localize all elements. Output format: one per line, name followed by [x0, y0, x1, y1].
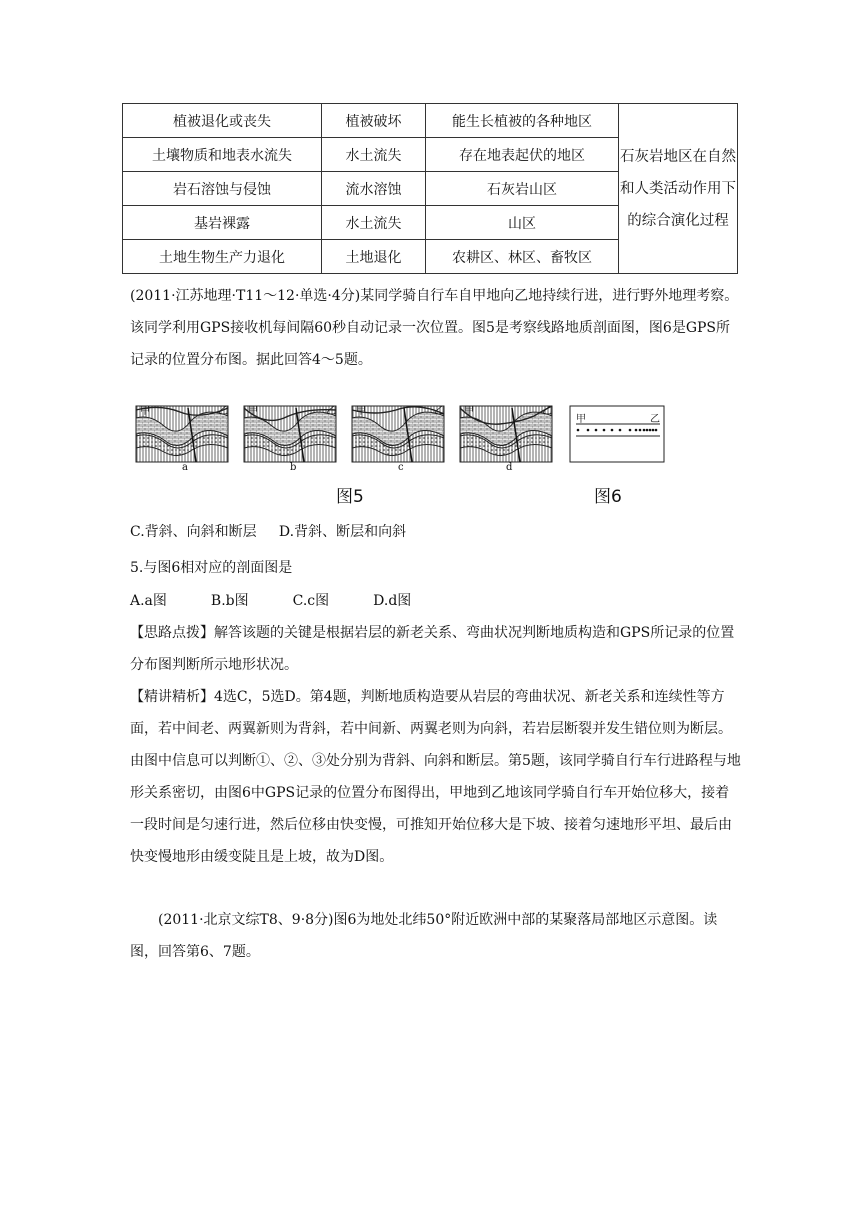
panel-label-d: d [506, 462, 513, 473]
degradation-table [122, 103, 738, 274]
table-cell: 植被破坏 [322, 104, 426, 138]
table-cell: 农耕区、林区、畜牧区 [426, 240, 619, 274]
table-cell: 土壤物质和地表水流失 [123, 138, 322, 172]
intro-paragraph: (2011·江苏地理·T11～12·单选·4分)某同学骑自行车自甲地向乙地持续行进，进行野外地理考察。该同学利用GPS接收机每间隔60秒自动记录一次位置。图5是考察线路地质剖面图，图6是GPS所记录的位置分布图。据此回答4～5题。 [130, 288, 739, 368]
table-cell: 水土流失 [322, 206, 426, 240]
table-cell: 能生长植被的各种地区 [426, 104, 619, 138]
panel-label-b: b [290, 462, 297, 473]
end-label: 乙 [218, 406, 228, 417]
hint-paragraph: 【思路点拨】解答该题的关键是根据岩层的新老关系、弯曲状况判断地质构造和GPS所记录的位置分布图判断所示地形状况。 [130, 625, 735, 673]
table-cell: 山区 [426, 206, 619, 240]
start-label: 甲 [356, 406, 366, 417]
table-cell: 水土流失 [322, 138, 426, 172]
option-d: D.d图 [373, 593, 412, 609]
table-cell: 岩石溶蚀与侵蚀 [123, 172, 322, 206]
start-label: 甲 [140, 406, 150, 417]
table-row [123, 104, 738, 138]
figure-6-caption: 图6 [594, 487, 622, 507]
option-c: C.c图 [292, 593, 330, 609]
table-cell: 土地退化 [322, 240, 426, 274]
table-cell: 基岩裸露 [123, 206, 322, 240]
end-label: 乙 [542, 406, 552, 417]
geology-figure [130, 396, 670, 506]
merged-cell: 石灰岩地区在自然和人类活动作用下的综合演化过程 [619, 104, 738, 274]
cross-section-diagrams [130, 396, 670, 506]
table-cell: 存在地表起伏的地区 [426, 138, 619, 172]
options-cd: C.背斜、向斜和断层 D.背斜、断层和向斜 [130, 524, 407, 540]
end-label: 乙 [434, 406, 444, 417]
table-cell: 流水溶蚀 [322, 172, 426, 206]
table-cell: 植被退化或丧失 [123, 104, 322, 138]
option-b: B.b图 [210, 593, 249, 609]
table-cell: 土地生物生产力退化 [123, 240, 322, 274]
panel-label-c: c [398, 462, 404, 473]
analysis-paragraph: 【精讲精析】4选C，5选D。第4题，判断地质构造要从岩层的弯曲状况、新老关系和连续性等方面，若中间老、两翼新则为背斜，若中间新、两翼老则为向斜，若岩层断裂并发生错位则为断层。由图中信息可以判断①、②、③处分别为背斜、向斜和断层。第5题，该同学骑自行车行进路程与地形关系密切，由图6中GPS记录的位置分布图得出，甲地到乙地该同学骑自行车开始位移大，接着一段时间是匀速行进，然后位移由快变慢，可推知开始位移大是下坡、接着匀速地形平坦、最后由快变慢地形由缓变陡且是上坡，故为D图。 [130, 689, 741, 865]
question-5: 5.与图6相对应的剖面图是 [130, 560, 293, 576]
start-label: 甲 [248, 406, 258, 417]
start-label: 甲 [576, 414, 586, 425]
question-5-options [130, 585, 742, 617]
figure-5-caption: 图5 [336, 487, 364, 507]
end-label: 乙 [650, 414, 660, 425]
table-cell: 石灰岩山区 [426, 172, 619, 206]
start-label: 甲 [464, 406, 474, 417]
beijing-question-intro: (2011·北京文综T8、9·8分)图6为地处北纬50°附近欧洲中部的某聚落局部地区示意图。读图，回答第6、7题。 [130, 912, 718, 960]
end-label: 乙 [326, 406, 336, 417]
option-a: A.a图 [130, 593, 167, 609]
panel-label-a: a [182, 462, 188, 473]
